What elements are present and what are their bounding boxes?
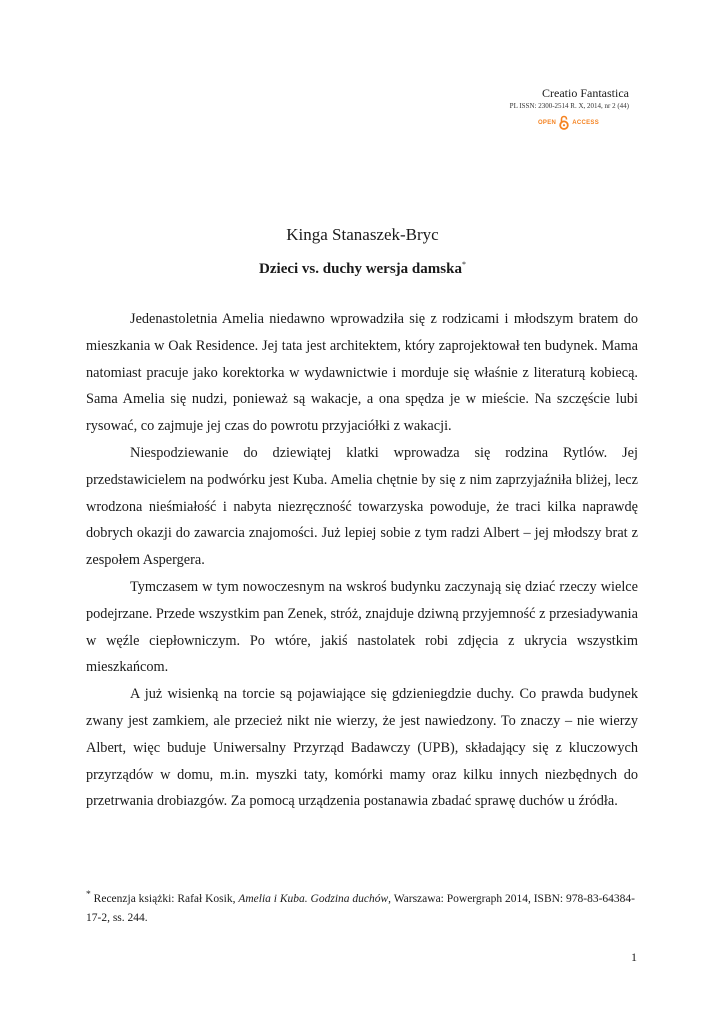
article-body <box>86 306 638 815</box>
article-title-line <box>0 255 725 279</box>
body-paragraph: Jedenastoletnia Amelia niedawno wprowadziła się z rodzicami i młodszym bratem do mieszkania w Oak Residence. Jej tata jest architektem, który zaprojektował ten budynek. Mama natomiast pracuje jako korektorka w wydawnictwie i morduje się właśnie z literaturą kobiecą. Sama Amelia się nudzi, ponieważ są wakacje, a ona spędza je w mieście. Na szczęście lubi rysować, co zajmuje jej czas do powrotu przyjaciółki z wakacji. <box>86 311 638 435</box>
body-paragraph: Tymczasem w tym nowoczesnym na wskroś budynku zaczynają się dziać rzeczy wielce podejrzane. Przede wszystkim pan Zenek, stróż, znajduje dziwną przyjemność z przesiadywania w węźle ciepłowniczym. Po wtóre, jakiś nastolatek robi zdjęcia z ukrycia wszystkim mieszkańcom. <box>86 578 638 676</box>
journal-header <box>409 86 629 130</box>
open-access-badge <box>409 115 629 130</box>
open-access-label-right: ACCESS <box>572 119 599 126</box>
open-access-label-left: OPEN <box>537 119 557 126</box>
footnote-book-title: Amelia i Kuba. Godzina duchów <box>238 892 389 905</box>
article-title: Dzieci vs. duchy wersja damska <box>259 261 462 277</box>
body-paragraph: Niespodziewanie do dziewiątej klatki wprowadza się rodzina Rytlów. Jej przedstawicielem na podwórku jest Kuba. Amelia chętnie by się z nim zaprzyjaźniła bliżej, lecz wrodzona nieśmiałość i nabyta niezręczność towarzyska powoduje, że traci kilka naprawdę dobrych okazji do zawarcia znajomości. Już lepiej sobie z tym radzi Albert – jej młodszy brat z zespołem Aspergera. <box>86 444 638 569</box>
page-number: 1 <box>631 950 637 964</box>
footnote <box>86 885 638 928</box>
journal-name: Creatio Fantastica <box>542 86 629 100</box>
journal-issn: PL ISSN: 2300-2514 R. X, 2014, nr 2 (44) <box>509 102 629 110</box>
footnote-suffix: , Warszawa: Powergraph 2014, ISBN: 978-83-64384-17-2, ss. 244. <box>86 892 635 924</box>
title-footnote-marker: * <box>461 260 466 269</box>
footnote-prefix: Recenzja książki: Rafał Kosik, <box>90 892 239 905</box>
article-author: Kinga Stanaszek-Bryc <box>286 225 439 244</box>
body-paragraph: A już wisienką na torcie są pojawiające się gdzieniegdzie duchy. Co prawda budynek zwany jest zamkiem, ale przecież nikt nie wierzy, że jest nawiedzony. To znaczy – nie wierzy Albert, więc buduje Uniwersalny Przyrząd Badawczy (UPB), składający się z kluczowych przyrządów w domu, m.in. myszki taty, komórki mamy oraz kilku innych niezbędnych do przetrwania drobiazgów. Za pomocą urządzenia postanawia zbadać sprawę duchów u źródła. <box>86 686 638 810</box>
open-access-lock-icon <box>559 115 569 130</box>
footnote-marker: * <box>86 889 91 900</box>
